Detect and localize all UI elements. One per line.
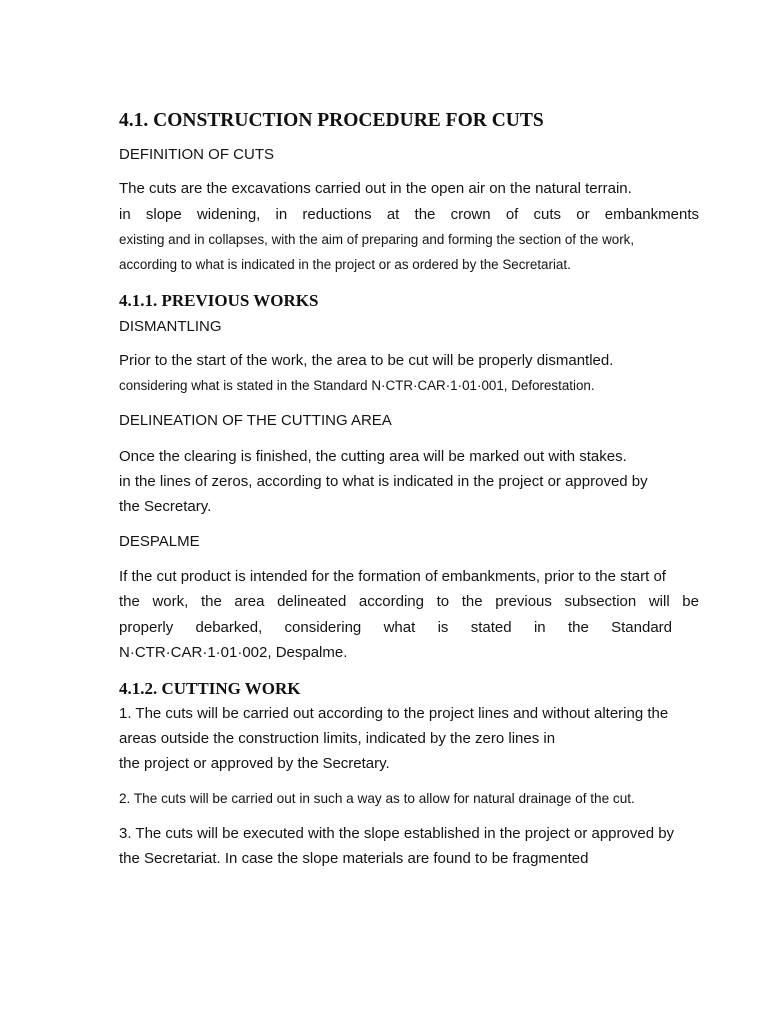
section-heading-definition: DEFINITION OF CUTS (119, 146, 274, 163)
subsection-heading-delineation: DELINEATION OF THE CUTTING AREA (119, 412, 392, 429)
paragraph-line: in slope widening, in reductions at the crown of cuts or embankments (119, 206, 699, 223)
list-item-line: the project or approved by the Secretary. (119, 755, 390, 772)
page-title: 4.1. CONSTRUCTION PROCEDURE FOR CUTS (119, 110, 544, 131)
paragraph-line: The cuts are the excavations carried out in the open air on the natural terrain. (119, 180, 632, 197)
list-item-line: the Secretariat. In case the slope materials are found to be fragmented (119, 850, 589, 867)
paragraph-line: considering what is stated in the Standard N·CTR·CAR·1·01·001, Deforestation. (119, 378, 595, 393)
paragraph-line: Once the clearing is finished, the cutting area will be marked out with stakes. (119, 448, 627, 465)
section-heading-cutting-work: 4.1.2. CUTTING WORK (119, 679, 301, 698)
paragraph-line: Prior to the start of the work, the area to be cut will be properly dismantled. (119, 352, 614, 369)
list-item-line: areas outside the construction limits, indicated by the zero lines in (119, 730, 556, 747)
paragraph-line: according to what is indicated in the project or as ordered by the Secretariat. (119, 257, 571, 272)
paragraph-line: the Secretary. (119, 498, 212, 515)
paragraph-line: existing and in collapses, with the aim of preparing and forming the section of the work, (119, 232, 635, 247)
subsection-heading-despalme: DESPALME (119, 533, 200, 550)
paragraph-line: the work, the area delineated according to the previous subsection will be (119, 593, 699, 610)
list-item-line: 3. The cuts will be executed with the slope established in the project or approved by (119, 825, 675, 842)
list-item-line: 1. The cuts will be carried out according to the project lines and without altering the (119, 705, 669, 722)
paragraph-line: in the lines of zeros, according to what is indicated in the project or approved by (119, 473, 648, 490)
list-item-line: 2. The cuts will be carried out in such a way as to allow for natural drainage of the cut. (119, 791, 635, 806)
paragraph-line: N·CTR·CAR·1·01·002, Despalme. (119, 644, 348, 661)
paragraph-line: properly debarked, considering what is stated in the Standard (119, 619, 672, 636)
section-heading-previous-works: 4.1.1. PREVIOUS WORKS (119, 291, 319, 310)
paragraph-line: If the cut product is intended for the formation of embankments, prior to the start of (119, 568, 666, 585)
subsection-heading-dismantling: DISMANTLING (119, 318, 222, 335)
